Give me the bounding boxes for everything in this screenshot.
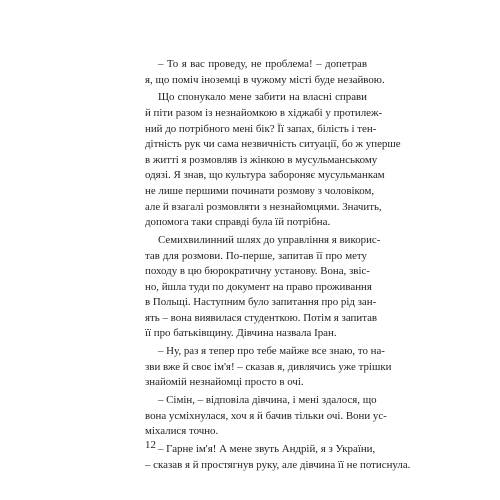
text-line: її про батьківщину. Дівчина назвала Іран. [145,327,337,340]
text-line: – Ну, раз я тепер про тебе майже все знаю, то на- [158,345,385,358]
text-line: вона усміхнулася, хоч я й бачив тільки очі. Вони ус- [145,409,387,422]
text-line: – Гарне ім'я! А мене звуть Андрій, я з України, [158,443,376,456]
text-line: зви вже й своє ім'я! – сказав я, дивлячись уже трішки [145,360,392,373]
text-line: але й взагалі розмовляти з незнайомцями. Значить, [145,200,382,213]
text-line: міхалися точно. [145,425,219,438]
text-line: тав для розмови. По-перше, запитав її про мету [145,249,367,262]
paragraph [145,57,385,88]
paragraph [145,233,381,342]
text-line: в Польщі. Наступним було запитання про рід зан- [145,296,377,309]
text-line: я, що поміч іноземці в чужому місті буде незайвою. [145,73,385,86]
text-line: – сказав я й простягнув руку, але дівчина її не потиснула. [145,458,411,471]
text-line: – Сімін, – відповіла дівчина, і мені здалося, що [158,394,377,407]
text-line: но, йшла туди по документ на право проживання [145,280,372,293]
text-line: знайомій незнайомці просто в очі. [145,376,304,389]
body-text [145,57,411,476]
text-line: Що спонукало мене забити на власні справи [158,91,367,104]
paragraph [145,90,401,230]
paragraph [145,344,392,391]
text-line: – То я вас проведу, не проблема! – допетрав [158,58,367,70]
text-line: одязі. Я знав, що культура забороняє мусульманкам [145,169,385,182]
text-line: ять – вона виявилася студенткою. Потім я запитав [145,311,378,324]
paragraph [145,393,387,440]
text-line: дітність рук чи сама незвичність ситуації, бо ж уперше [145,138,401,151]
page-number: 12 [145,439,156,451]
text-line: ний до потрібного мені бік? Її запах, білість і тен- [145,122,377,135]
text-line: й піти разом із незнайомкою в хіджабі у протилеж- [145,106,383,119]
paragraph [145,442,411,473]
text-line: Семихвилинний шлях до управління я викорис- [158,233,381,246]
text-line: не лише першими починати розмову з чоловіком, [145,184,375,197]
text-line: походу в цю бюрократичну установу. Вона, звіс- [145,265,370,278]
text-line: в житті я розмовляв із жінкою в мусульманському [145,153,378,166]
text-line: допомога таки справді була їй потрібна. [145,216,331,229]
